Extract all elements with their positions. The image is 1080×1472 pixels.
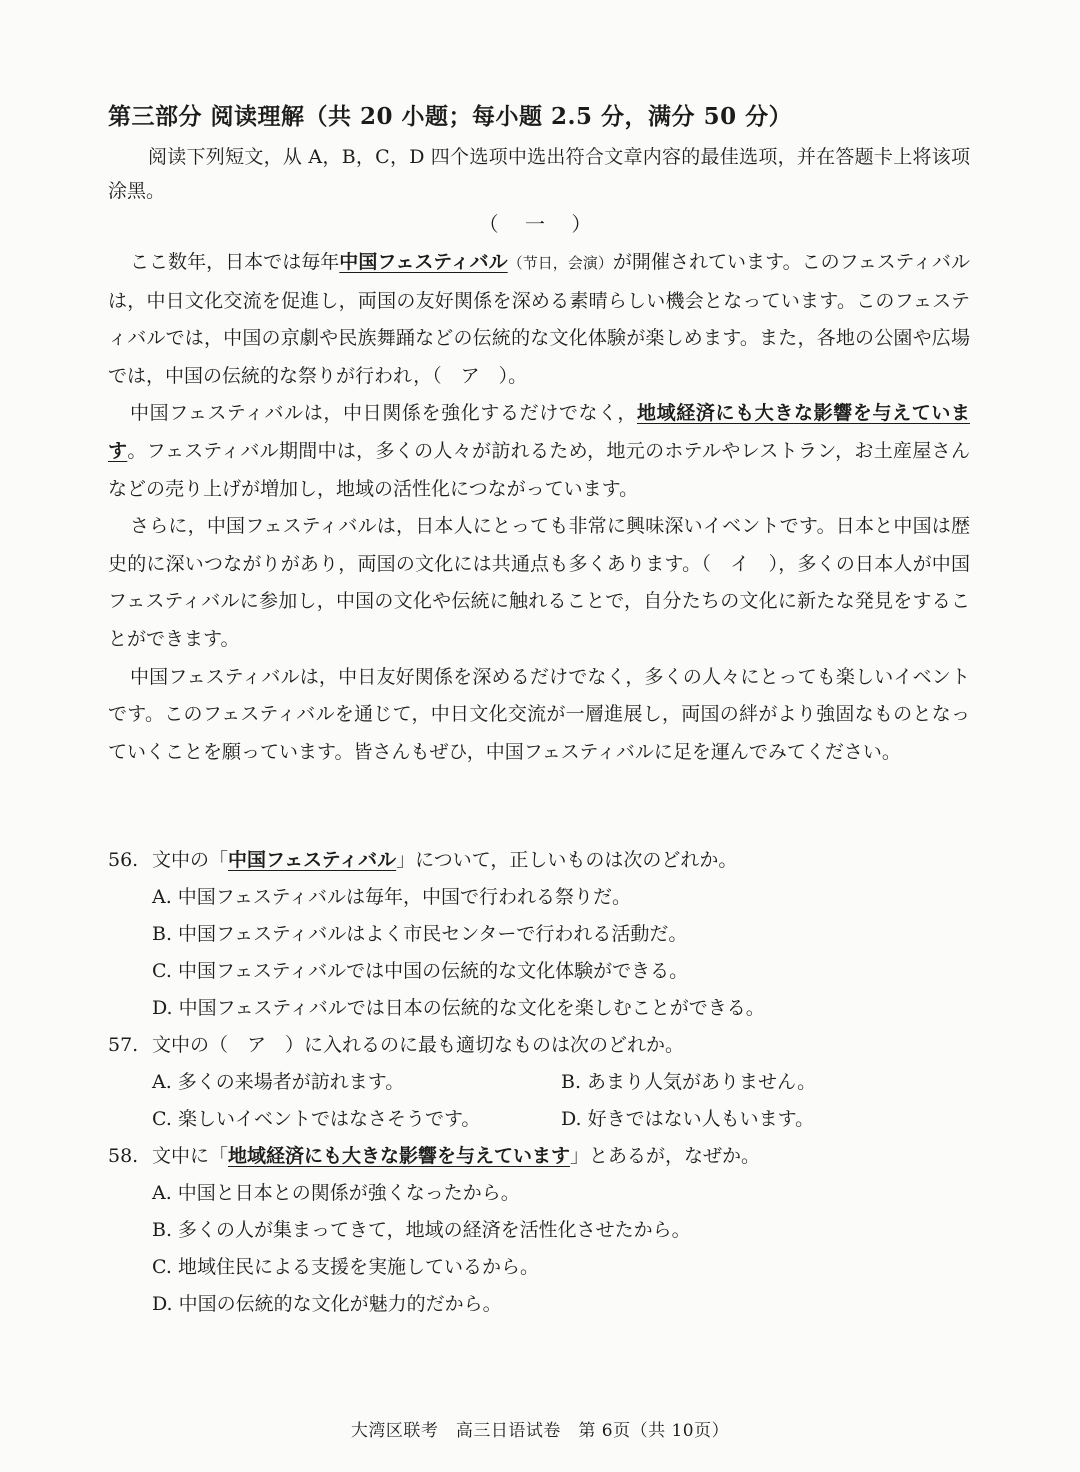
passage-paragraph-1: [108, 244, 970, 395]
question-underlined-term: 中国フェスティバル: [228, 849, 397, 871]
option-58-a: A. 中国と日本との関係が強くなったから。: [152, 1182, 520, 1204]
paragraph-text: が開催されています。このフェスティバルは，中日文化交流を促進し，両国の友好関係を深める素晴らしい機会となっています。このフェスティバルでは，中国の京劇や民族舞踊などの伝統的な文化体験が楽しめます。また，各地の公園や広場では，中国の伝統的な祭りが行われ，（ ア ）。: [108, 251, 970, 387]
paragraph-text: 中国フェスティバルは，中日関係を強化するだけでなく，: [130, 402, 637, 425]
question-text: 文中の「: [152, 849, 229, 871]
option-57-a: A. 多くの来場者が訪れます。: [152, 1071, 405, 1093]
question-text: 文中に「: [152, 1145, 229, 1167]
reading-passage: [108, 244, 970, 771]
section-title: 第三部分 阅读理解（共 20 小题；每小题 2.5 分，满分 50 分）: [108, 103, 793, 130]
option-58-c: C. 地域住民による支援を実施しているから。: [152, 1256, 539, 1278]
question-58: [108, 1138, 970, 1175]
instructions: 阅读下列短文，从 A，B，C，D 四个选项中选出符合文章内容的最佳选项，并在答题卡上将该项涂黑。: [108, 146, 970, 202]
option-58-d: D. 中国の伝統的な文化が魅力的だから。: [152, 1293, 502, 1315]
option-56-a: A. 中国フェスティバルは毎年，中国で行われる祭りだ。: [152, 886, 631, 908]
option-57-c: C. 楽しいイベントではなさそうです。: [152, 1108, 481, 1130]
passage-paragraph-3: さらに，中国フェスティバルは，日本人にとっても非常に興味深いイベントです。日本と中国は歴史的に深いつながりがあり，両国の文化には共通点も多くあります。（ イ ），多くの日本人が中国フェスティバルに参加し，中国の文化や伝統に触れることで，自分たちの文化に新たな発見をすることができます。: [108, 515, 970, 650]
passage-paragraph-2: [108, 395, 970, 508]
question-text: 」とあるが，なぜか。: [570, 1145, 761, 1167]
paragraph-text: 。フェスティバル期間中は，多くの人々が訪れるため，地元のホテルやレストラン，お土産屋さんなどの売り上げが増加し，地域の活性化につながっています。: [108, 439, 970, 500]
question-list: [108, 842, 970, 1323]
option-56-b: B. 中国フェスティバルはよく市民センターで行われる活動だ。: [152, 923, 688, 945]
underlined-term-festival: 中国フェスティバル: [339, 251, 508, 273]
option-57-d: D. 好きではない人もいます。: [561, 1108, 815, 1130]
question-number: 57.: [108, 1034, 139, 1056]
question-57: [108, 1027, 970, 1064]
option-56-c: C. 中国フェスティバルでは中国の伝統的な文化体験ができる。: [152, 960, 689, 982]
question-number: 56.: [108, 849, 139, 871]
option-56-d: D. 中国フェスティバルでは日本の伝統的な文化を楽しむことができる。: [152, 997, 765, 1019]
options-row: [108, 1101, 970, 1138]
option-58-b: B. 多くの人が集まってきて，地域の経済を活性化させたから。: [152, 1219, 691, 1241]
question-number: 58.: [108, 1145, 139, 1167]
question-text: 文中の（ ア ）に入れるのに最も適切なものは次のどれか。: [152, 1034, 685, 1056]
question-underlined-phrase: 地域経済にも大きな影響を与えています: [228, 1145, 571, 1167]
page-footer: 大湾区联考 高三日语试卷 第 6页（共 10页）: [350, 1421, 730, 1441]
options-row: [108, 1064, 970, 1101]
option-57-b: B. あまり人気がありません。: [561, 1071, 817, 1093]
question-text: 」について，正しいものは次のどれか。: [396, 849, 738, 871]
paragraph-text: ここ数年，日本では毎年: [130, 251, 340, 273]
underlined-phrase-economy: 地域経済にも大きな影響を与えています: [108, 402, 970, 462]
question-56: [108, 842, 970, 879]
annotation-note: （节日，会演）: [507, 254, 613, 272]
passage-number: （ 一 ）: [478, 212, 602, 236]
passage-paragraph-4: 中国フェスティバルは，中日友好関係を深めるだけでなく，多くの人々にとっても楽しいイベントです。このフェスティバルを通じて，中日文化交流が一層進展し，両国の絆がより強固なものとなっていくことを願っています。皆さんもぜひ，中国フェスティバルに足を運んでみてください。: [108, 665, 970, 763]
